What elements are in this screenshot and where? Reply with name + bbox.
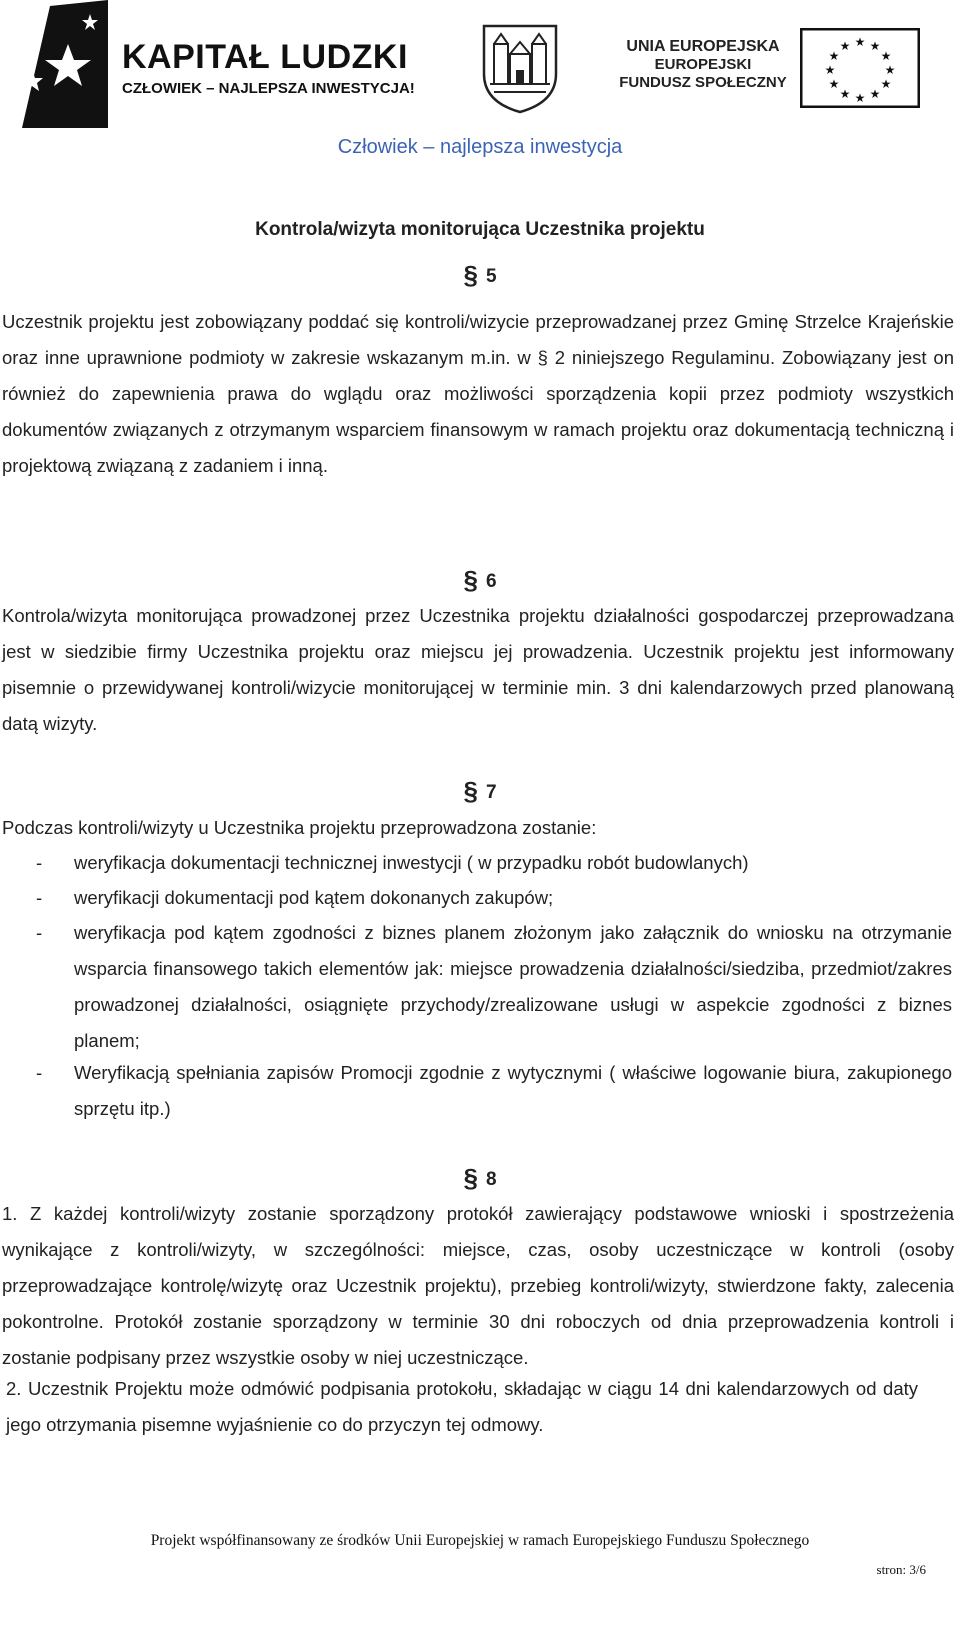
section-symbol: §	[463, 776, 478, 806]
eu-line-1: UNIA EUROPEJSKA	[626, 38, 780, 55]
section-symbol: §	[463, 260, 478, 290]
document-title: Kontrola/wizyta monitorująca Uczestnika projektu	[255, 219, 705, 240]
svg-text:★: ★	[839, 39, 851, 53]
list-item: weryfikacja dokumentacji technicznej inwestycji ( w przypadku robót budowlanych)	[74, 852, 749, 873]
section-8-number: 8	[485, 1169, 497, 1190]
section-symbol: §	[463, 565, 478, 595]
section-8-point-1: 1. Z każdej kontroli/wizyty zostanie sporządzony protokół zawierający podstawowe wnioski i spostrzeżenia wynikające z kontroli/wizyty, w szczególności: miejsce, czas, osoby uczestniczące w kontroli (osoby przeprowadzające kontrolę/wizytę oraz Uczestnik projektu), przebieg kontroli/wizyty, stwierdzone fakty, zalecenia pokontrolne. Protokół zostanie sporządzony w terminie 30 dni roboczych od dnia przeprowadzenia kontroli i zostanie podpisany przez wszystkie osoby w niej uczestniczące.	[2, 1203, 954, 1368]
header-tagline: Człowiek – najlepsza inwestycja	[337, 136, 623, 158]
svg-text:★: ★	[839, 87, 851, 101]
svg-text:★: ★	[869, 39, 881, 53]
section-5-number: 5	[485, 266, 497, 287]
list-bullet: -	[36, 922, 43, 943]
list-item: Weryfikacją spełniania zapisów Promocji zgodnie z wytycznymi ( właściwe logowanie biura, zakupionego sprzętu itp.)	[74, 1062, 952, 1119]
eu-flag-icon	[800, 28, 920, 108]
eu-line-3: FUNDUSZ SPOŁECZNY	[619, 74, 787, 91]
list-item: weryfikacji dokumentacji pod kątem dokonanych zakupów;	[74, 887, 554, 908]
svg-text:★: ★	[880, 77, 892, 91]
eu-line-2: EUROPEJSKI	[654, 56, 752, 73]
section-8-heading	[0, 1160, 960, 1198]
list-bullet: -	[36, 1062, 43, 1083]
section-6-paragraph: Kontrola/wizyta monitorująca prowadzonej przez Uczestnika projektu działalności gospodarczej przeprowadzana jest w siedzibie firmy Uczestnika projektu oraz miejscu jej prowadzenia. Uczestnik projektu jest informowany pisemnie o przewidywanej kontroli/wizycie monitorującej w terminie min. 3 dni kalendarzowych przed planowaną datą wizyty.	[2, 605, 954, 734]
svg-text:★: ★	[880, 49, 892, 63]
section-5-paragraph: Uczestnik projektu jest zobowiązany poddać się kontroli/wizycie przeprowadzanej przez Gminę Strzelce Krajeńskie oraz inne uprawnione podmioty w zakresie wskazanym m.in. w § 2 niniejszego Regulaminu. Zobowiązany jest on również do zapewnienia prawa do wglądu oraz możliwości sporządzenia kopii przez podmioty wszystkich dokumentów związanych z otrzymanym wsparciem finansowym w ramach projektu oraz dokumentacją techniczną i projektową związaną z zadaniem i inną.	[2, 311, 954, 476]
section-symbol: §	[463, 1163, 478, 1193]
list-item: weryfikacja pod kątem zgodności z biznes planem złożonym jako załącznik do wniosku na otrzymanie wsparcia finansowego takich elementów jak: miejsce prowadzenia działalności/siedziba, przedmiot/zakres prowadzonej działalności, osiągnięte przychody/zrealizowane usługi w aspekcie zgodności z biznes planem;	[74, 922, 952, 1051]
svg-text:★: ★	[824, 63, 836, 77]
section-5-heading	[0, 257, 960, 295]
page-footer: Projekt współfinansowany ze środków Unii Europejskiej w ramach Europejskiego Funduszu Społecznego	[150, 1532, 810, 1549]
kapital-ludzki-logo	[10, 0, 430, 130]
page-number: stron: 3/6	[876, 1562, 926, 1577]
svg-text:★: ★	[854, 91, 866, 105]
section-6-number: 6	[485, 571, 497, 592]
section-8-point-2: 2. Uczestnik Projektu może odmówić podpisania protokołu, składając w ciągu 14 dni kalendarzowych od daty jego otrzymania pisemne wyjaśnienie co do przyczyn tej odmowy.	[6, 1378, 918, 1435]
page-header	[0, 0, 960, 158]
list-bullet: -	[36, 887, 43, 908]
list-bullet: -	[36, 852, 43, 873]
svg-text:★: ★	[828, 49, 840, 63]
section-6-heading	[0, 562, 960, 600]
kapital-ludzki-title: KAPITAŁ LUDZKI	[122, 38, 408, 76]
svg-text:★: ★	[854, 35, 866, 49]
eu-text-block	[618, 38, 788, 92]
section-7-intro: Podczas kontroli/wizyty u Uczestnika projektu przeprowadzona zostanie:	[2, 817, 597, 838]
kapital-ludzki-subtitle: CZŁOWIEK – NAJLEPSZA INWESTYCJA!	[122, 80, 415, 97]
kapital-ludzki-star-icon	[20, 0, 110, 128]
svg-text:★: ★	[884, 63, 896, 77]
town-crest-icon	[480, 22, 560, 114]
section-7-number: 7	[485, 782, 497, 803]
svg-text:★: ★	[828, 77, 840, 91]
section-7-heading	[0, 773, 960, 811]
svg-text:★: ★	[869, 87, 881, 101]
